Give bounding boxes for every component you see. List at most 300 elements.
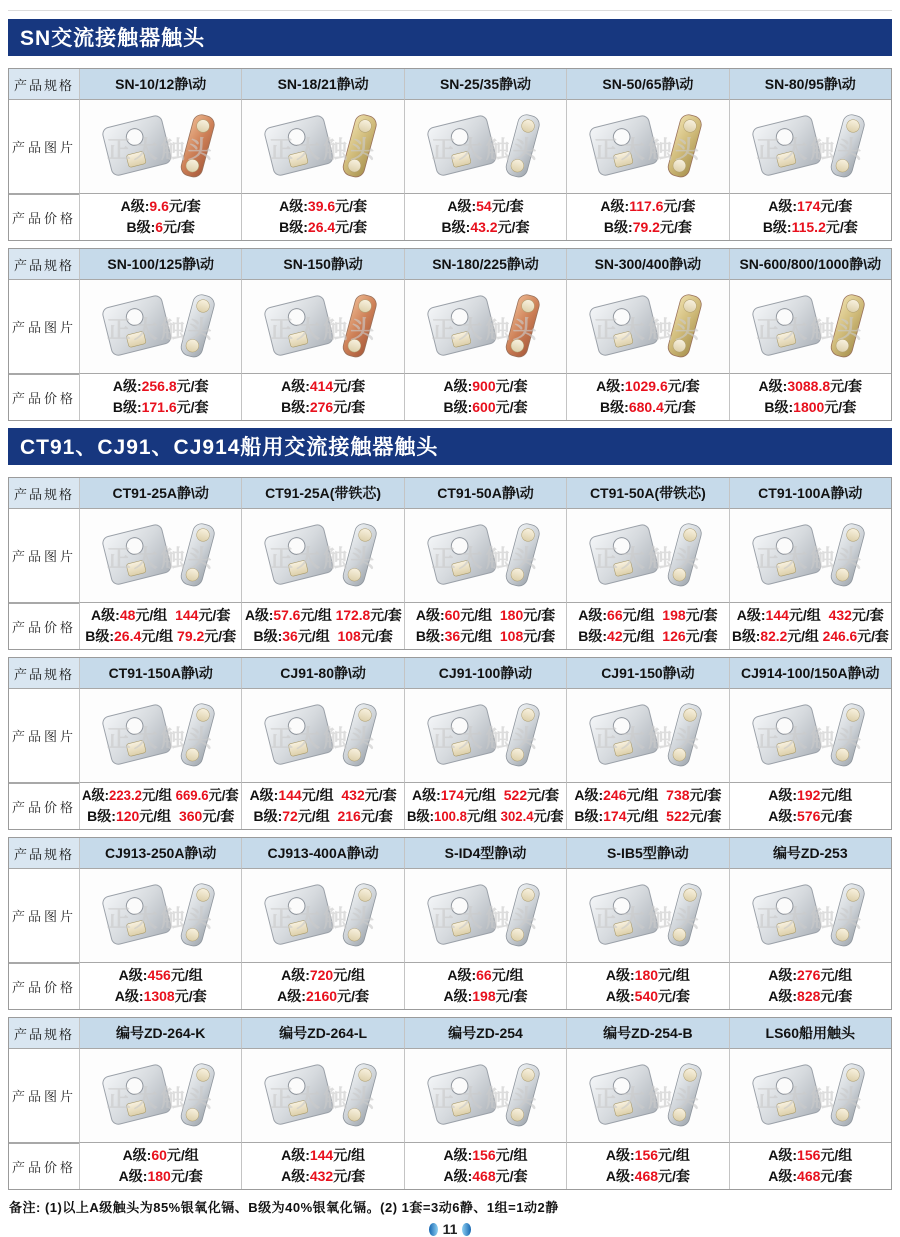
product-spec-header [79,1018,241,1048]
product-price-cell [404,1143,566,1189]
price-value: 414 [309,378,334,394]
price-value: 360 [178,808,203,824]
price-line [281,1145,365,1166]
price-value: 680.4 [628,399,664,415]
price-text: 元/套 [335,219,368,235]
price-value: 456 [147,967,171,983]
price-text: A级: [578,607,608,623]
price-value: 522 [666,808,690,824]
price-text: A级: [605,1147,635,1163]
product-spec-header-text: CT91-25A静\动 [112,485,209,501]
price-line [113,376,209,397]
product-spec-header [729,1018,891,1048]
price-text: 元/组 [170,967,203,983]
watermark-text: 正大触头 [431,545,540,572]
price-value: 156 [472,1147,496,1163]
price-text: 元/套 [204,628,237,644]
product-spec-header-text: SN-25/35静\动 [439,76,532,92]
price-text: B级: [574,808,604,824]
price-text: B级: [762,219,792,235]
price-text: 元/组 [135,607,176,623]
price-text: 元/套 [495,399,528,415]
product-image-cell [566,688,728,783]
price-row-label-text: 产品价格 [11,391,76,406]
product-price-cell [729,194,891,240]
price-row-label [9,603,79,649]
top-divider [8,10,892,11]
price-value: 900 [472,378,496,394]
product-photo [242,689,403,782]
price-line [447,196,523,217]
price-text: A级: [415,607,445,623]
price-value: 302.4 [500,808,534,824]
product-spec-header [404,658,566,688]
price-text: B级: [731,628,761,644]
price-line [604,217,692,238]
product-image-cell [79,279,241,374]
price-text: B级: [443,399,473,415]
price-value: 192 [797,787,821,803]
product-spec-header-text: LS60船用触头 [765,1025,856,1041]
product-photo [405,1049,566,1142]
price-text: A级: [82,787,110,803]
product-price-cell [241,1143,403,1189]
watermark-text: 正大触头 [593,545,702,572]
price-row-label-text: 产品价格 [11,980,76,995]
price-value: 144 [765,607,789,623]
price-value: 144 [278,787,302,803]
price-line [245,605,402,626]
price-line [443,1166,527,1187]
product-price-cell [404,194,566,240]
price-value: 432 [309,1168,334,1184]
product-price-cell [729,374,891,420]
price-value: 172.8 [335,607,370,623]
watermark-text: 正大触头 [106,1085,215,1112]
price-text: B级: [600,399,629,415]
section-title: CT91、CJ91、CJ914船用交流接触器触头 [20,436,439,459]
price-text: A级: [600,198,630,214]
product-spec-header [79,838,241,868]
price-text: 元/套 [176,378,209,394]
price-text: 元/套 [360,808,393,824]
product-image-cell [404,868,566,963]
price-value: 246.6 [822,628,858,644]
price-line [443,397,527,418]
watermark-text: 正大触头 [431,1085,540,1112]
product-price-cell [404,374,566,420]
product-price-cell [566,963,728,1009]
product-photo [730,869,891,962]
watermark-text: 正大触头 [593,316,702,343]
product-price-cell [79,603,241,649]
spec-row-label-text: 产品规格 [13,486,74,502]
price-text: 元/套 [685,607,718,623]
product-image-cell [566,508,728,603]
price-text: 元/套 [685,628,718,644]
product-photo [242,869,403,962]
product-spec-header [566,1018,728,1048]
price-value: 79.2 [632,219,660,235]
product-price-cell [729,1143,891,1189]
price-line [119,965,203,986]
price-text: A级: [768,988,798,1004]
price-line [732,626,889,647]
product-image-cell [729,688,891,783]
product-image-cell [241,688,403,783]
image-row-label-text: 产品图片 [11,909,76,924]
spec-row-label [9,838,79,868]
price-line [600,196,695,217]
product-image-cell [566,279,728,374]
image-row-label [9,508,79,603]
product-image-cell [241,279,403,374]
product-spec-header [79,69,241,99]
price-value: 3088.8 [787,378,831,394]
price-value: 1800 [793,399,825,415]
spec-row-label [9,249,79,279]
spec-row-label [9,1018,79,1048]
price-text: B级: [253,628,283,644]
price-line [412,785,559,806]
product-spec-header-text: CJ91-100静\动 [438,665,533,681]
product-price-cell [566,603,728,649]
price-text: B级: [85,628,114,644]
price-value: 522 [503,787,528,803]
price-value: 144 [309,1147,334,1163]
price-row-label-text: 产品价格 [11,620,76,635]
price-row-label [9,374,79,420]
product-photo [242,1049,403,1142]
pager [8,1221,892,1237]
price-text: 元/套 [663,399,696,415]
price-text: 元/组 [820,1147,853,1163]
product-photo [730,280,891,373]
price-value: 100.8 [434,808,468,824]
price-text: A级: [605,1168,635,1184]
price-text: B级: [764,399,794,415]
price-text: 元/套 [527,787,560,803]
price-text: 元/组 [495,1147,528,1163]
price-text: 元/套 [168,198,201,214]
price-value: 2160 [305,988,338,1004]
price-value: 79.2 [177,628,205,644]
watermark-text: 正大触头 [106,725,215,752]
price-text: A级: [281,1147,310,1163]
product-spec-header-text: SN-100/125静\动 [107,256,214,272]
price-text: 元/套 [659,219,692,235]
price-line [596,376,700,397]
price-value: 174 [797,198,821,214]
price-value: 198 [472,988,496,1004]
price-text: 元/组 [142,787,177,803]
price-text: 元/套 [824,399,857,415]
product-photo [405,869,566,962]
price-value: 43.2 [470,219,498,235]
price-value: 26.4 [307,219,336,235]
watermark-text: 正大触头 [269,1085,378,1112]
product-photo [567,280,728,373]
price-line [113,397,209,418]
price-line [416,626,555,647]
product-spec-header-text: SN-50/65静\动 [602,76,694,92]
product-photo [567,689,728,782]
product-photo [80,1049,241,1142]
price-text: A级: [736,607,766,623]
watermark-text: 正大触头 [269,905,378,932]
product-spec-header-text: CT91-50A静\动 [437,485,534,501]
price-value: 82.2 [760,628,788,644]
price-line [253,806,392,827]
product-spec-header [404,478,566,508]
price-text: 元/套 [820,1168,853,1184]
price-text: 元/组 [460,628,500,644]
price-line [279,217,367,238]
price-text: 元/套 [523,628,556,644]
spec-row-label-text: 产品规格 [13,666,74,682]
price-value: 600 [472,399,496,415]
product-table [8,477,892,650]
product-spec-header-text: SN-180/225静\动 [432,256,539,272]
product-photo [80,509,241,602]
price-value: 60 [444,607,461,623]
price-line [768,1145,852,1166]
price-value: 540 [634,988,659,1004]
price-text: 元/套 [495,1168,528,1184]
price-line [281,1166,365,1187]
product-spec-header-text: SN-150静\动 [283,256,363,272]
price-line [578,626,717,647]
footer-note: 备注: (1)以上A级触头为85%银氧化镉、B级为40%银氧化镉。(2) 1套=3动6静、1组=1动2静 [9,1200,559,1215]
product-spec-header [241,838,403,868]
price-text: 元/套 [202,808,235,824]
price-text: 元/组 [300,607,336,623]
section-banner [8,19,892,56]
price-line [606,965,690,986]
price-text: 元/组 [166,1147,199,1163]
price-row-label [9,783,79,829]
price-line [443,376,527,397]
price-text: A级: [281,378,310,394]
price-value: 738 [666,787,690,803]
watermark-text: 正大触头 [593,725,702,752]
price-value: 39.6 [307,198,336,214]
image-row-label-text: 产品图片 [11,320,76,335]
product-spec-header-text: CJ91-80静\动 [280,665,366,681]
price-text: A级: [112,378,142,394]
price-text: B级: [112,399,142,415]
price-value: 468 [634,1168,659,1184]
price-text: 元/组 [820,787,853,803]
price-row-label-text: 产品价格 [11,211,76,226]
price-text: 元/组 [460,607,500,623]
product-spec-header-text: SN-18/21静\动 [277,76,369,92]
price-text: 元/套 [523,607,556,623]
product-spec-header [566,838,728,868]
price-text: B级: [126,219,156,235]
image-row-label [9,279,79,374]
product-photo [242,100,403,193]
spec-row-label [9,69,79,99]
price-text: 元/套 [658,1168,690,1184]
image-row-label [9,688,79,783]
price-text: 元/套 [497,219,530,235]
product-photo [567,100,728,193]
product-image-cell [566,868,728,963]
price-text: 元/组 [297,628,338,644]
watermark-text: 正大触头 [106,316,215,343]
price-line [768,806,852,827]
price-value: 117.6 [629,198,664,214]
price-line [253,626,392,647]
product-spec-header [241,249,403,279]
price-line [121,196,201,217]
price-line [119,1166,203,1187]
product-price-cell [566,1143,728,1189]
product-spec-header [241,1018,403,1048]
price-value: 156 [797,1147,821,1163]
product-table [8,657,892,830]
price-row-label [9,194,79,240]
price-line [574,785,721,806]
watermark-text: 正大触头 [269,725,378,752]
price-line [574,806,721,827]
product-price-cell [79,1143,241,1189]
price-value: 1308 [143,988,175,1004]
price-line [578,605,717,626]
price-line [281,965,365,986]
price-text: A级: [279,198,308,214]
product-image-cell [79,99,241,194]
price-text: B级: [281,399,310,415]
price-text: 元/套 [663,198,696,214]
price-line [123,1145,199,1166]
page-number: 11 [442,1221,458,1237]
product-spec-header [241,69,403,99]
price-text: 元/组 [464,787,504,803]
product-spec-header [241,478,403,508]
watermark-text: 正大触头 [756,905,865,932]
spec-row-label [9,658,79,688]
price-text: 元/套 [364,787,397,803]
price-text: A级: [120,198,150,214]
price-text: 元/组 [820,967,853,983]
price-text: A级: [768,787,798,803]
price-text: 元/套 [689,808,722,824]
price-row-label [9,1143,79,1189]
product-photo [405,509,566,602]
spec-row-label-text: 产品规格 [13,846,74,862]
price-text: 元/组 [787,628,823,644]
catalog-content [8,19,892,1190]
watermark-text: 正大触头 [593,905,702,932]
watermark-text: 正大触头 [756,725,865,752]
price-text: 元/套 [209,787,239,803]
product-image-cell [404,508,566,603]
price-text: A级: [443,1147,473,1163]
price-line [606,1145,690,1166]
price-line [443,986,527,1007]
price-text: 元/组 [626,808,667,824]
price-text: A级: [605,967,635,983]
price-value: 108 [337,628,361,644]
price-text: A级: [768,967,798,983]
watermark-text: 正大触头 [106,545,215,572]
product-photo [730,689,891,782]
product-price-cell [404,963,566,1009]
price-text: A级: [447,198,477,214]
price-value: 171.6 [141,399,177,415]
price-value: 432 [828,607,852,623]
product-spec-header-text: 编号ZD-254 [448,1025,523,1041]
price-text: A级: [605,988,635,1004]
price-row-label [9,963,79,1009]
product-photo [567,869,728,962]
product-photo [80,280,241,373]
price-text: 元/套 [170,1168,203,1184]
product-photo [567,1049,728,1142]
watermark-text: 正大触头 [431,316,540,343]
price-value: 115.2 [791,219,826,235]
product-spec-header [729,838,891,868]
product-spec-header-text: S-ID4型静\动 [444,845,527,861]
product-image-cell [79,688,241,783]
price-value: 126 [662,628,686,644]
product-photo [730,100,891,193]
product-image-cell [241,868,403,963]
product-photo [405,100,566,193]
price-value: 180 [634,967,659,983]
product-photo [730,509,891,602]
price-value: 828 [797,988,821,1004]
price-text: 元/组 [491,967,524,983]
product-spec-header [79,478,241,508]
price-value: 1029.6 [624,378,668,394]
price-text: B级: [578,628,608,644]
price-value: 144 [175,607,199,623]
product-spec-header-text: CJ913-400A静\动 [267,845,379,861]
price-text: A级: [443,1168,473,1184]
product-spec-header-text: 编号ZD-253 [772,845,848,861]
product-photo [80,689,241,782]
product-spec-header [566,249,728,279]
price-text: A级: [574,787,604,803]
image-row-label-text: 产品图片 [11,729,76,744]
price-value: 54 [476,198,492,214]
price-line [91,605,230,626]
price-line [87,806,234,827]
product-price-cell [729,603,891,649]
price-value: 720 [309,967,334,983]
price-value: 432 [341,787,365,803]
watermark-text: 正大触头 [431,905,540,932]
product-image-cell [566,99,728,194]
watermark-text: 正大触头 [269,136,378,163]
product-spec-header [729,249,891,279]
product-image-cell [79,508,241,603]
price-value: 57.6 [273,607,301,623]
product-photo [242,280,403,373]
price-text: 元/套 [491,198,524,214]
price-text: A级: [758,378,788,394]
price-text: A级: [249,787,279,803]
price-line [416,605,555,626]
price-text: 元/套 [658,988,690,1004]
price-line [759,376,863,397]
product-spec-header [241,658,403,688]
price-row-label-text: 产品价格 [11,800,76,815]
watermark-text: 正大触头 [106,136,215,163]
